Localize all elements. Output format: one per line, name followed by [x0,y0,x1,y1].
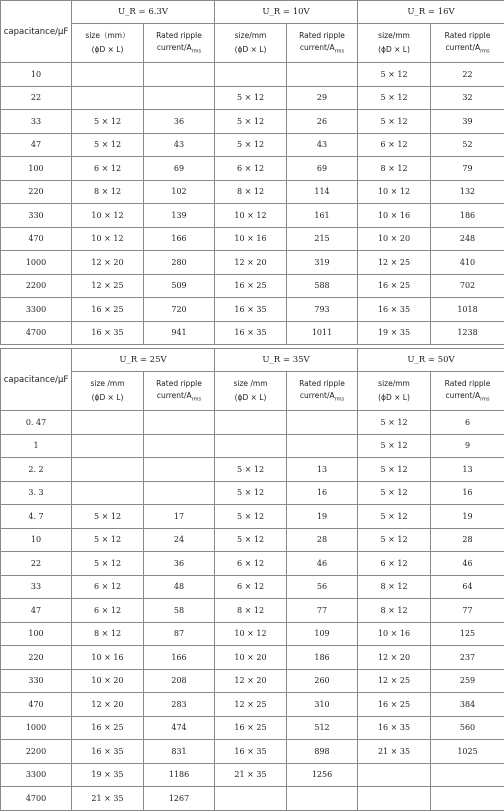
size-cell: 21 × 35 [72,787,144,811]
size-header-dims: (ϕD × L) [215,43,286,57]
size-cell: 12 × 25 [358,251,431,275]
bottom-voltage-header-row [1,349,504,372]
capacitance-cell: 3. 3 [1,481,72,505]
size-header [215,372,287,411]
size-cell: 12 × 25 [358,669,431,693]
voltage-header: U_R = 10V [215,1,358,24]
size-header-unit: size /mm [215,377,286,391]
ripple-header [287,24,358,63]
voltage-header: U_R = 50V [358,349,504,372]
ripple-header [144,24,215,63]
ripple-cell: 831 [144,740,215,764]
size-header-dims: (ϕD × L) [358,391,430,405]
ripple-cell: 139 [144,204,215,228]
table-row [1,133,504,157]
size-cell: 5 × 12 [215,481,287,505]
ripple-header-unit [431,390,504,404]
size-cell: 5 × 12 [358,110,431,134]
ripple-cell: 109 [287,622,358,646]
ripple-cell: 6 [431,411,504,435]
ripple-cell: 19 [431,505,504,529]
size-cell: 16 × 35 [72,740,144,764]
size-cell: 16 × 35 [358,298,431,322]
size-cell: 5 × 12 [358,411,431,435]
size-cell: 8 × 12 [358,157,431,181]
size-header-dims: (ϕD × L) [72,391,143,405]
table-row [1,251,504,275]
ripple-cell: 29 [287,86,358,110]
ripple-header-title: Rated ripple [287,378,357,390]
table-row [1,622,504,646]
voltage-header: U_R = 35V [215,349,358,372]
ripple-header-sub: rms [480,397,489,403]
ripple-cell [144,411,215,435]
ripple-header-unit [144,42,214,56]
ripple-cell: 28 [431,528,504,552]
size-cell: 10 × 16 [358,204,431,228]
ripple-cell: 898 [287,740,358,764]
size-header-dims: (ϕD × L) [358,43,430,57]
size-cell: 5 × 12 [72,110,144,134]
capacitance-cell: 22 [1,86,72,110]
size-cell: 10 × 12 [72,227,144,251]
ripple-header-title: Rated ripple [144,378,214,390]
size-cell [215,63,287,87]
capacitance-cell: 10 [1,63,72,87]
size-cell: 5 × 12 [358,505,431,529]
size-cell: 12 × 20 [72,251,144,275]
ripple-header [144,372,215,411]
ripple-cell [287,411,358,435]
table-row [1,552,504,576]
size-cell: 21 × 35 [215,763,287,787]
capacitance-cell: 3300 [1,298,72,322]
capacitance-cell: 4. 7 [1,505,72,529]
table-row [1,693,504,717]
ripple-cell: 64 [431,575,504,599]
size-cell: 16 × 35 [358,716,431,740]
capacitance-cell: 100 [1,157,72,181]
ripple-cell [287,787,358,811]
ripple-cell: 1238 [431,321,504,345]
table-row [1,298,504,322]
ripple-cell: 32 [431,86,504,110]
top-sub-header-row [1,24,504,63]
size-cell: 8 × 12 [358,599,431,623]
ripple-cell [431,787,504,811]
size-cell: 12 × 25 [72,274,144,298]
size-cell: 16 × 25 [72,716,144,740]
ripple-header [431,372,504,411]
size-header-unit: size/mm [358,29,430,43]
ripple-header-sub: rms [480,49,489,55]
ripple-cell: 1256 [287,763,358,787]
capacitance-cell: 100 [1,622,72,646]
size-cell: 5 × 12 [72,505,144,529]
capacitance-cell: 4700 [1,321,72,345]
ripple-cell: 283 [144,693,215,717]
table-row [1,86,504,110]
ripple-cell: 186 [287,646,358,670]
size-cell: 6 × 12 [72,599,144,623]
capacitance-cell: 2200 [1,274,72,298]
size-cell: 12 × 20 [72,693,144,717]
ripple-cell: 28 [287,528,358,552]
ripple-cell [287,434,358,458]
table-row [1,274,504,298]
ripple-header-current: current/A [157,43,192,52]
ripple-cell: 560 [431,716,504,740]
ripple-header-current: current/A [300,391,335,400]
size-cell: 6 × 12 [358,133,431,157]
size-cell [215,411,287,435]
size-header-dims: (ϕD × L) [72,43,143,57]
ripple-cell: 39 [431,110,504,134]
table-row [1,180,504,204]
size-cell: 6 × 12 [215,575,287,599]
capacitance-cell: 33 [1,110,72,134]
ripple-cell: 720 [144,298,215,322]
capacitance-header: capacitance/μF [1,349,72,411]
capacitance-cell: 47 [1,599,72,623]
table-row [1,599,504,623]
ripple-cell [144,481,215,505]
size-cell: 10 × 16 [215,227,287,251]
capacitance-cell: 2. 2 [1,458,72,482]
ripple-cell: 87 [144,622,215,646]
ripple-header-sub: rms [335,49,344,55]
size-cell: 5 × 12 [358,434,431,458]
ripple-cell: 166 [144,227,215,251]
size-cell: 10 × 12 [215,204,287,228]
ripple-cell: 17 [144,505,215,529]
size-cell: 16 × 25 [215,274,287,298]
size-cell: 16 × 25 [358,274,431,298]
size-cell: 6 × 12 [215,157,287,181]
capacitance-cell: 1000 [1,716,72,740]
capacitance-cell: 10 [1,528,72,552]
voltage-header: U_R = 6.3V [72,1,215,24]
size-cell: 19 × 35 [72,763,144,787]
size-cell [72,481,144,505]
size-cell: 6 × 12 [358,552,431,576]
size-cell: 8 × 12 [72,622,144,646]
ripple-cell [287,63,358,87]
size-cell: 5 × 12 [72,528,144,552]
table-row [1,110,504,134]
ripple-header-title: Rated ripple [287,30,357,42]
ripple-cell: 161 [287,204,358,228]
size-cell: 12 × 20 [215,251,287,275]
size-cell: 12 × 25 [215,693,287,717]
ripple-header-current: current/A [157,391,192,400]
table-row [1,575,504,599]
ripple-cell [144,458,215,482]
size-cell: 5 × 12 [72,133,144,157]
size-cell: 6 × 12 [215,552,287,576]
size-cell [72,458,144,482]
table-row [1,434,504,458]
ripple-header [287,372,358,411]
size-cell: 10 × 20 [358,227,431,251]
table-row [1,646,504,670]
ripple-cell: 56 [287,575,358,599]
capacitance-cell: 1 [1,434,72,458]
size-cell: 5 × 12 [358,528,431,552]
ripple-cell: 9 [431,434,504,458]
capacitance-cell: 33 [1,575,72,599]
size-cell [72,63,144,87]
ripple-cell: 1186 [144,763,215,787]
ripple-cell: 24 [144,528,215,552]
size-cell: 8 × 12 [215,599,287,623]
size-cell: 16 × 35 [215,321,287,345]
ripple-cell: 208 [144,669,215,693]
ripple-cell: 512 [287,716,358,740]
ripple-cell: 319 [287,251,358,275]
ripple-cell: 588 [287,274,358,298]
ripple-cell: 19 [287,505,358,529]
capacitance-cell: 1000 [1,251,72,275]
ripple-cell: 69 [287,157,358,181]
size-cell: 5 × 12 [215,505,287,529]
size-header [215,24,287,63]
ripple-cell: 36 [144,552,215,576]
ripple-cell: 13 [431,458,504,482]
table-row [1,458,504,482]
ripple-cell: 52 [431,133,504,157]
size-header [72,24,144,63]
capacitance-cell: 330 [1,669,72,693]
voltage-header: U_R = 16V [358,1,504,24]
size-cell: 10 × 12 [215,622,287,646]
ripple-cell [144,434,215,458]
size-cell: 12 × 20 [215,669,287,693]
size-header [72,372,144,411]
ripple-cell: 102 [144,180,215,204]
ripple-header-unit [144,390,214,404]
ripple-cell [144,63,215,87]
ripple-header-sub: rms [335,397,344,403]
ripple-cell: 941 [144,321,215,345]
table-row [1,740,504,764]
size-cell: 5 × 12 [358,481,431,505]
size-cell: 8 × 12 [358,575,431,599]
size-header-dims: (ϕD × L) [215,391,286,405]
size-cell: 5 × 12 [72,552,144,576]
ripple-cell: 509 [144,274,215,298]
size-cell: 8 × 12 [72,180,144,204]
size-header-unit: size/mm [358,377,430,391]
ripple-header-current: current/A [300,43,335,52]
ripple-cell: 36 [144,110,215,134]
table-row [1,505,504,529]
capacitance-cell: 330 [1,204,72,228]
size-cell: 16 × 25 [358,693,431,717]
capacitance-cell: 3300 [1,763,72,787]
size-cell: 5 × 12 [215,528,287,552]
ripple-cell: 310 [287,693,358,717]
size-header-unit: size /mm [72,377,143,391]
capacitance-cell: 220 [1,180,72,204]
size-cell: 5 × 12 [215,133,287,157]
size-cell: 10 × 20 [215,646,287,670]
ripple-header-unit [287,390,357,404]
size-cell: 16 × 35 [72,321,144,345]
ripple-cell: 410 [431,251,504,275]
table-row [1,528,504,552]
table-row [1,321,504,345]
ripple-cell: 16 [287,481,358,505]
size-cell [358,787,431,811]
ripple-cell: 702 [431,274,504,298]
table-row [1,204,504,228]
ripple-cell: 16 [431,481,504,505]
ripple-header-sub: rms [192,397,201,403]
table-row [1,763,504,787]
ripple-header-unit [287,42,357,56]
ripple-cell: 1011 [287,321,358,345]
table-row [1,63,504,87]
capacitance-header: capacitance/μF [1,1,72,63]
ripple-cell: 1025 [431,740,504,764]
table-row [1,481,504,505]
size-cell: 6 × 12 [72,157,144,181]
ripple-cell: 79 [431,157,504,181]
ripple-cell: 48 [144,575,215,599]
ripple-header-unit [431,42,504,56]
size-cell: 10 × 20 [72,669,144,693]
ripple-cell: 1267 [144,787,215,811]
size-cell: 5 × 12 [358,86,431,110]
size-cell: 16 × 35 [215,740,287,764]
size-cell [358,763,431,787]
ripple-header [431,24,504,63]
ripple-cell [431,763,504,787]
size-header [358,372,431,411]
ripple-cell: 215 [287,227,358,251]
size-cell [215,787,287,811]
ripple-cell: 259 [431,669,504,693]
capacitance-cell: 22 [1,552,72,576]
ripple-cell: 114 [287,180,358,204]
capacitance-cell: 220 [1,646,72,670]
ripple-header-title: Rated ripple [431,30,504,42]
voltage-header: U_R = 25V [72,349,215,372]
size-cell: 16 × 35 [215,298,287,322]
ripple-cell: 166 [144,646,215,670]
ripple-cell: 125 [431,622,504,646]
ripple-cell: 43 [287,133,358,157]
ripple-cell: 46 [287,552,358,576]
ripple-cell: 248 [431,227,504,251]
capacitance-cell: 4700 [1,787,72,811]
ripple-cell: 77 [287,599,358,623]
ripple-cell: 132 [431,180,504,204]
ripple-cell: 13 [287,458,358,482]
size-cell: 10 × 12 [358,180,431,204]
ripple-cell: 280 [144,251,215,275]
size-cell [72,86,144,110]
size-header [358,24,431,63]
ripple-cell: 22 [431,63,504,87]
ripple-header-current: current/A [445,391,480,400]
table-row [1,669,504,693]
table-row [1,227,504,251]
capacitance-cell: 47 [1,133,72,157]
capacitance-cell: 0. 47 [1,411,72,435]
ripple-cell: 186 [431,204,504,228]
ripple-header-sub: rms [192,49,201,55]
ripple-cell: 46 [431,552,504,576]
capacitance-cell: 2200 [1,740,72,764]
size-header-unit: size（mm） [72,29,143,43]
table-row [1,787,504,811]
bottom-sub-header-row [1,372,504,411]
ripple-cell: 237 [431,646,504,670]
ripple-cell: 43 [144,133,215,157]
size-cell: 5 × 12 [358,458,431,482]
ripple-cell: 58 [144,599,215,623]
ripple-cell: 474 [144,716,215,740]
size-cell: 10 × 16 [358,622,431,646]
capacitance-cell: 470 [1,227,72,251]
size-cell: 10 × 16 [72,646,144,670]
ripple-cell [144,86,215,110]
ripple-cell: 384 [431,693,504,717]
size-cell: 16 × 25 [215,716,287,740]
ripple-header-title: Rated ripple [144,30,214,42]
size-cell: 5 × 12 [215,110,287,134]
size-cell: 10 × 12 [72,204,144,228]
size-cell: 21 × 35 [358,740,431,764]
table-row [1,157,504,181]
ripple-cell: 1018 [431,298,504,322]
size-cell [215,434,287,458]
ripple-cell: 260 [287,669,358,693]
capacitance-cell: 470 [1,693,72,717]
ripple-cell: 26 [287,110,358,134]
ripple-cell: 77 [431,599,504,623]
size-cell: 5 × 12 [215,86,287,110]
size-cell: 19 × 35 [358,321,431,345]
table-row [1,411,504,435]
ripple-cell: 793 [287,298,358,322]
size-cell: 16 × 25 [72,298,144,322]
ripple-header-current: current/A [445,43,480,52]
size-header-unit: size/mm [215,29,286,43]
ripple-cell: 69 [144,157,215,181]
size-cell: 6 × 12 [72,575,144,599]
size-cell: 12 × 20 [358,646,431,670]
ripple-header-title: Rated ripple [431,378,504,390]
top-voltage-header-row [1,1,504,24]
size-cell: 5 × 12 [215,458,287,482]
size-cell: 8 × 12 [215,180,287,204]
size-cell [72,434,144,458]
size-cell: 5 × 12 [358,63,431,87]
size-cell [72,411,144,435]
